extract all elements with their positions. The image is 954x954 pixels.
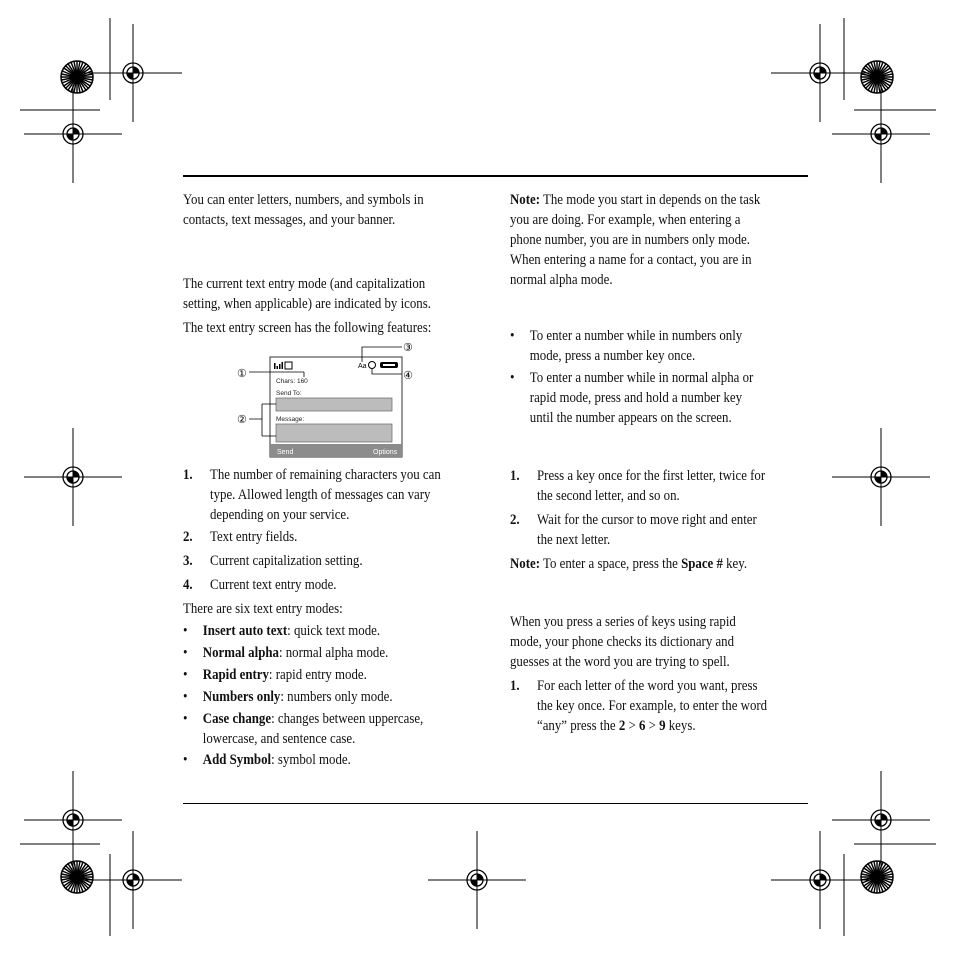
options-softkey: Options [373,449,398,456]
features-list: 1. The number of remaining characters you can type. Allowed length of messages can vary depending on your service. 2. Text entry fields. 3. Current capitalization setting. 4. Current text entry mode. [183,467,441,593]
mode-paragraph: The current text entry mode (and capitalization setting, when applicable) are indicated by icons. [183,276,431,312]
callout-3: ③ [403,342,413,354]
phone-screen-svg [234,340,414,460]
callout-1: ① [237,368,247,380]
normal-mode-steps: 1. Press a key once for the first letter, twice for the second letter, and so on. 2. Wait for the cursor to move right and enter the next letter. [510,468,766,548]
rapid-mode-step: 1. For each letter of the word you want, press the key once. For example, to enter the word “any” press the 2 > 6 > 9 keys. [510,678,768,734]
chars-label: Chars: 160 [276,378,308,385]
send-softkey: Send [277,449,294,456]
entry-mode-icon [369,362,376,369]
number-entry-list: • To enter a number while in numbers only mode, press a number key once. • To enter a number while in normal alpha or rapid mode, press and hold a number key until the number appears on the screen. [510,328,754,426]
battery-icon [380,362,398,368]
callout-4: ④ [403,370,413,382]
note-mode-start: Note: The mode you start in depends on the task you are doing. For example, when entering a phone number, you are in numbers only mode. When entering a name for a contact, you are in normal alpha mode. [510,192,761,288]
case-setting-icon: Aa [358,363,367,370]
intro-paragraph: You can enter letters, numbers, and symbols in contacts, text messages, and your banner. [183,192,424,228]
features-intro: The text entry screen has the following features: [183,320,432,336]
modes-list: • Insert auto text: quick text mode. • Normal alpha: normal alpha mode. • Rapid entry: rapid entry mode. • Numbers only: numbers only mode. • Case change: changes between uppercase, lowercase, and sentence case. • Add Symbol: symbol mode. [183,623,424,768]
send-to-label: Send To: [276,390,302,397]
rapid-mode-paragraph: When you press a series of keys using rapid mode, your phone checks its dictionary and guesses at the word you are trying to spell. [510,614,736,670]
top-rule [183,175,808,177]
message-field [276,424,392,442]
callout-2: ② [237,414,247,426]
note-space-key: Note: To enter a space, press the Space # key. [510,556,748,572]
modes-intro: There are six text entry modes: [183,601,343,617]
send-to-field [276,398,392,411]
bottom-rule [183,803,808,804]
phone-screen-illustration [234,340,414,460]
message-label: Message: [276,416,305,423]
